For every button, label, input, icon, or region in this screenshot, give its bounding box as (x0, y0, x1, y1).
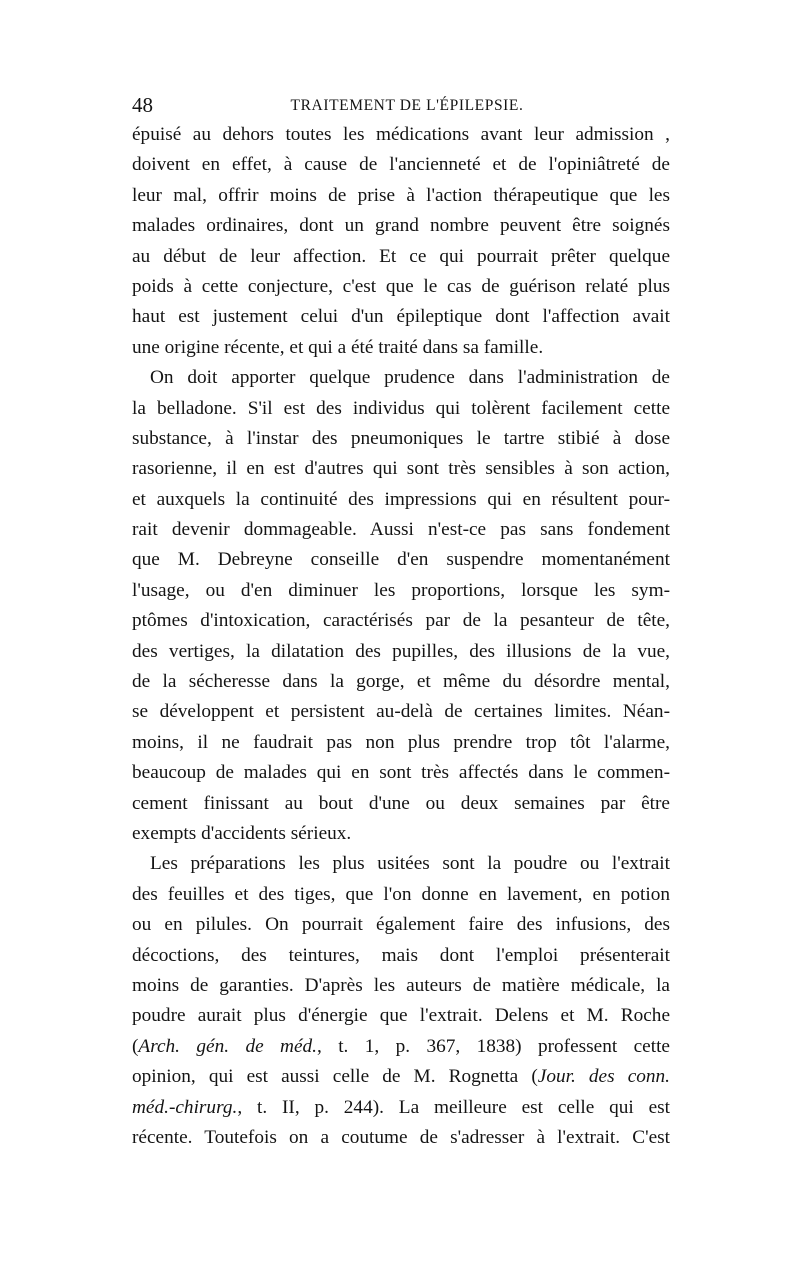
text-line: des feuilles et des tiges, que l'on donne en lavement, en potion (132, 883, 670, 905)
text-line: beaucoup de malades qui en sont très affectés dans le commen- (132, 762, 670, 784)
text-line: et auxquels la continuité des impressions qui en résultent pour- (132, 488, 670, 510)
text-line: au début de leur affection. Et ce qui pourrait prêter quelque (132, 245, 670, 267)
citation-title: Jour. des conn. (537, 1066, 670, 1088)
text-line: leur mal, offrir moins de prise à l'action thérapeutique que les (132, 184, 670, 206)
text-line: l'usage, ou d'en diminuer les proportions, lorsque les sym- (132, 579, 670, 601)
text-line: malades ordinaires, dont un grand nombre peuvent être soignés (132, 215, 670, 237)
body-text (132, 120, 670, 1153)
citation-line: méd.-chirurg., t. II, p. 244). La meilleure est celle qui est (132, 1096, 670, 1118)
text-line: poids à cette conjecture, c'est que le cas de guérison relaté plus (132, 275, 670, 297)
citation-line: opinion, qui est aussi celle de M. Rognetta (Jour. des conn. (132, 1066, 670, 1088)
text-line: de la sécheresse dans la gorge, et même du désordre mental, (132, 671, 670, 693)
text-line: que M. Debreyne conseille d'en suspendre momentanément (132, 549, 670, 571)
page-number: 48 (132, 93, 153, 117)
text-line: cement finissant au bout d'une ou deux semaines par être (132, 792, 670, 814)
text-line: rasorienne, il en est d'autres qui sont très sensibles à son action, (132, 458, 670, 480)
text-line: rait devenir dommageable. Aussi n'est-ce pas sans fondement (132, 519, 670, 541)
running-title: TRAITEMENT DE L'ÉPILEPSIE. (290, 97, 524, 114)
citation-title: méd.-chirurg. (132, 1096, 238, 1118)
text-line: exempts d'accidents sérieux. (132, 822, 352, 844)
page-header (132, 92, 668, 118)
text-line: substance, à l'instar des pneumoniques le tartre stibié à dose (132, 427, 670, 449)
text-line: moins de garanties. D'après les auteurs de matière médicale, la (132, 974, 670, 996)
text-line: doivent en effet, à cause de l'ancienneté et de l'opiniâtreté de (132, 154, 670, 176)
text-line: une origine récente, et qui a été traité dans sa famille. (132, 336, 544, 358)
text-line: haut est justement celui d'un épileptique dont l'affection avait (132, 306, 670, 328)
citation-line: (Arch. gén. de méd., t. 1, p. 367, 1838) professent cette (132, 1035, 670, 1057)
paragraph-first-line: Les préparations les plus usitées sont la poudre ou l'extrait (150, 853, 670, 875)
paragraph-first-line: On doit apporter quelque prudence dans l'administration de (150, 367, 670, 389)
text-line: la belladone. S'il est des individus qui tolèrent facilement cette (132, 397, 670, 419)
text-line: ou en pilules. On pourrait également faire des infusions, des (132, 914, 670, 936)
text-line: des vertiges, la dilatation des pupilles, des illusions de la vue, (132, 640, 670, 662)
text-line: décoctions, des teintures, mais dont l'emploi présenterait (132, 944, 670, 966)
text-line: poudre aurait plus d'énergie que l'extrait. Delens et M. Roche (132, 1005, 670, 1027)
text-line: récente. Toutefois on a coutume de s'adresser à l'extrait. C'est (132, 1126, 670, 1148)
citation-title: Arch. gén. de méd. (138, 1035, 317, 1057)
text-line: se développent et persistent au-delà de certaines limites. Néan- (132, 701, 670, 723)
text-line: épuisé au dehors toutes les médications avant leur admission , (132, 124, 670, 145)
text-line: ptômes d'intoxication, caractérisés par de la pesanteur de tête, (132, 610, 670, 632)
text-line: moins, il ne faudrait pas non plus prendre trop tôt l'alarme, (132, 731, 670, 753)
